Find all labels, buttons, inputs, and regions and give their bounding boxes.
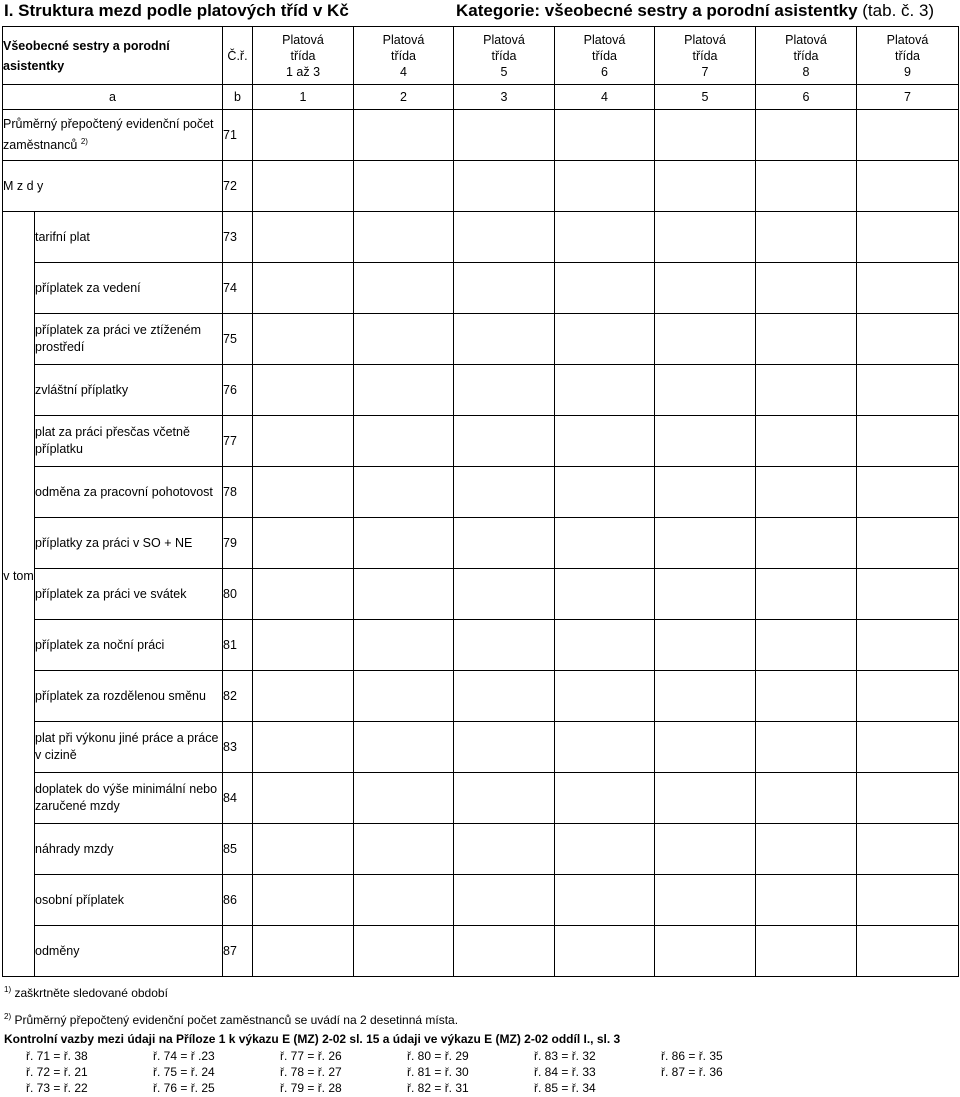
title-bar [0,0,960,24]
category-label: Kategorie: všeobecné sestry a porodní asistentky [456,1,858,20]
value-cell[interactable] [454,722,555,773]
value-cell[interactable] [454,671,555,722]
value-cell[interactable] [857,416,959,467]
table-reference: (tab. č. 3) [857,1,935,20]
row-number: 79 [223,518,253,569]
value-cell[interactable] [354,671,454,722]
value-cell[interactable] [354,416,454,467]
value-cell[interactable] [555,263,655,314]
control-relation: ř. 78 = ř. 27 [280,1065,342,1079]
value-cell[interactable] [655,314,756,365]
value-cell[interactable] [253,314,354,365]
row-number: 73 [223,212,253,263]
table-row [3,365,959,416]
header-row [3,27,959,85]
index-cell: 1 [253,85,354,110]
control-relation: ř. 76 = ř. 25 [153,1081,215,1095]
value-cell[interactable] [655,110,756,161]
value-cell[interactable] [857,824,959,875]
row-number: 76 [223,365,253,416]
value-cell[interactable] [756,314,857,365]
vtom-spacer [3,671,35,722]
value-cell[interactable] [454,365,555,416]
row-number: 75 [223,314,253,365]
value-cell[interactable] [857,671,959,722]
control-relation: ř. 71 = ř. 38 [26,1049,88,1063]
class-header-6: Platová třída 8 [756,27,857,85]
value-cell[interactable] [454,518,555,569]
value-cell[interactable] [555,110,655,161]
row-label: plat při výkonu jiné práce a práce v cizině [35,722,223,773]
value-cell[interactable] [555,773,655,824]
value-cell[interactable] [253,875,354,926]
value-cell[interactable] [655,518,756,569]
value-cell[interactable] [857,722,959,773]
value-cell[interactable] [555,518,655,569]
index-cell: b [223,85,253,110]
value-cell[interactable] [555,365,655,416]
value-cell[interactable] [253,467,354,518]
value-cell[interactable] [655,773,756,824]
value-cell[interactable] [253,212,354,263]
row-number: 86 [223,875,253,926]
index-cell: 4 [555,85,655,110]
control-relation: ř. 87 = ř. 36 [661,1065,723,1079]
category-title [456,1,934,21]
value-cell[interactable] [756,212,857,263]
row-label: příplatek za noční práci [35,620,223,671]
section-title: I. Struktura mezd podle platových tříd v Kč [4,1,349,20]
value-cell[interactable] [756,722,857,773]
value-cell[interactable] [454,926,555,977]
control-relation: ř. 82 = ř. 31 [407,1081,469,1095]
value-cell[interactable] [454,314,555,365]
control-relation: ř. 86 = ř. 35 [661,1049,723,1063]
value-cell[interactable] [655,263,756,314]
row-number: 72 [223,161,253,212]
row-number: 78 [223,467,253,518]
vtom-spacer [3,824,35,875]
index-cell: 7 [857,85,959,110]
value-cell[interactable] [756,161,857,212]
value-cell[interactable] [354,875,454,926]
value-cell[interactable] [655,467,756,518]
value-cell[interactable] [454,161,555,212]
row-label: odměny [35,926,223,977]
value-cell[interactable] [555,875,655,926]
value-cell[interactable] [454,620,555,671]
row-number: 71 [223,110,253,161]
row-number: 81 [223,620,253,671]
value-cell[interactable] [555,416,655,467]
value-cell[interactable] [756,416,857,467]
value-cell[interactable] [253,518,354,569]
row-label: náhrady mzdy [35,824,223,875]
value-cell[interactable] [354,263,454,314]
control-relation: ř. 75 = ř. 24 [153,1065,215,1079]
vtom-spacer [3,926,35,977]
row-number: 82 [223,671,253,722]
vtom-spacer [3,365,35,416]
vtom-spacer [3,620,35,671]
value-cell[interactable] [655,671,756,722]
row-label: zvláštní příplatky [35,365,223,416]
value-cell[interactable] [655,416,756,467]
index-cell: a [3,85,223,110]
table-row [3,569,959,620]
table-row [3,416,959,467]
value-cell[interactable] [655,926,756,977]
index-cell: 2 [354,85,454,110]
value-cell[interactable] [253,926,354,977]
row-label: doplatek do výše minimální nebo zaručené mzdy [35,773,223,824]
value-cell[interactable] [253,110,354,161]
vtom-spacer [3,518,35,569]
class-header-4: Platová třída 6 [555,27,655,85]
value-cell[interactable] [756,110,857,161]
row-label: příplatek za vedení [35,263,223,314]
value-cell[interactable] [253,416,354,467]
value-cell[interactable] [253,161,354,212]
value-cell[interactable] [655,824,756,875]
table-row [3,263,959,314]
row-number: 77 [223,416,253,467]
value-cell[interactable] [454,875,555,926]
row-label: Průměrný přepočtený evidenční počet zaměstnanců $^{2)}$ [3,110,223,161]
value-cell[interactable] [354,314,454,365]
row-number: 83 [223,722,253,773]
table-row [3,926,959,977]
vtom-spacer [3,773,35,824]
value-cell[interactable] [555,212,655,263]
value-cell[interactable] [655,722,756,773]
value-cell[interactable] [354,161,454,212]
value-cell[interactable] [655,569,756,620]
control-relation: ř. 73 = ř. 22 [26,1081,88,1095]
table-row [3,671,959,722]
value-cell[interactable] [253,263,354,314]
value-cell[interactable] [857,620,959,671]
vtom-label: v tom [3,569,35,620]
class-header-2: Platová třída 4 [354,27,454,85]
value-cell[interactable] [454,467,555,518]
vtom-spacer [3,722,35,773]
row-label: příplatek za rozdělenou směnu [35,671,223,722]
value-cell[interactable] [555,926,655,977]
value-cell[interactable] [655,875,756,926]
value-cell[interactable] [253,671,354,722]
value-cell[interactable] [454,416,555,467]
value-cell[interactable] [454,212,555,263]
value-cell[interactable] [756,671,857,722]
table-row [3,824,959,875]
value-cell[interactable] [555,620,655,671]
vtom-spacer [3,875,35,926]
value-cell[interactable] [555,824,655,875]
value-cell[interactable] [253,365,354,416]
value-cell[interactable] [857,518,959,569]
value-cell[interactable] [454,824,555,875]
control-relation: ř. 85 = ř. 34 [534,1081,596,1095]
value-cell[interactable] [655,212,756,263]
value-cell[interactable] [354,773,454,824]
value-cell[interactable] [253,620,354,671]
row-number: 80 [223,569,253,620]
footnote-2: $^{2)}$ Průměrný přepočtený evidenční počet zaměstnanců se uvádí na 2 desetinná místa. [4,1012,459,1027]
table-row [3,875,959,926]
value-cell[interactable] [354,110,454,161]
value-cell[interactable] [354,620,454,671]
value-cell[interactable] [655,365,756,416]
value-cell[interactable] [253,824,354,875]
value-cell[interactable] [555,722,655,773]
value-cell[interactable] [756,926,857,977]
table-row [3,620,959,671]
row-number: 85 [223,824,253,875]
index-row [3,85,959,110]
value-cell[interactable] [354,212,454,263]
value-cell[interactable] [756,569,857,620]
value-cell[interactable] [555,671,655,722]
control-relation: ř. 77 = ř. 26 [280,1049,342,1063]
table-row [3,110,959,161]
value-cell[interactable] [354,824,454,875]
row-number: 84 [223,773,253,824]
value-cell[interactable] [756,263,857,314]
row-label: příplatek za práci ve ztíženém prostředí [35,314,223,365]
row-number: 74 [223,263,253,314]
value-cell[interactable] [756,467,857,518]
index-cell: 5 [655,85,756,110]
value-cell[interactable] [756,824,857,875]
table-row [3,467,959,518]
class-header-1: Platová třída 1 až 3 [253,27,354,85]
value-cell[interactable] [857,365,959,416]
value-cell[interactable] [354,467,454,518]
table-row [3,722,959,773]
value-cell[interactable] [253,569,354,620]
value-cell[interactable] [857,926,959,977]
value-cell[interactable] [354,569,454,620]
class-header-5: Platová třída 7 [655,27,756,85]
control-relation: ř. 80 = ř. 29 [407,1049,469,1063]
control-relation: ř. 81 = ř. 30 [407,1065,469,1079]
value-cell[interactable] [555,314,655,365]
value-cell[interactable] [857,263,959,314]
value-cell[interactable] [555,467,655,518]
row-label: plat za práci přesčas včetně příplatku [35,416,223,467]
class-header-3: Platová třída 5 [454,27,555,85]
wage-structure-table [2,26,959,977]
value-cell[interactable] [756,620,857,671]
value-cell[interactable] [857,467,959,518]
footnote-1: $^{1)}$ zaškrtněte sledované období [4,985,168,1000]
row-label: příplatky za práci v SO + NE [35,518,223,569]
value-cell[interactable] [857,314,959,365]
vtom-spacer [3,467,35,518]
vtom-spacer [3,263,35,314]
value-cell[interactable] [253,773,354,824]
index-cell: 3 [454,85,555,110]
value-cell[interactable] [655,620,756,671]
value-cell[interactable] [253,722,354,773]
control-relation: ř. 72 = ř. 21 [26,1065,88,1079]
table-row [3,518,959,569]
value-cell[interactable] [555,569,655,620]
value-cell[interactable] [354,722,454,773]
value-cell[interactable] [857,110,959,161]
vtom-spacer [3,416,35,467]
value-cell[interactable] [857,773,959,824]
value-cell[interactable] [354,518,454,569]
category-header: Všeobecné sestry a porodní asistentky [3,27,223,85]
table-row [3,773,959,824]
value-cell[interactable] [857,875,959,926]
control-relation: ř. 84 = ř. 33 [534,1065,596,1079]
value-cell[interactable] [454,569,555,620]
value-cell[interactable] [454,773,555,824]
control-relation: ř. 79 = ř. 28 [280,1081,342,1095]
control-relation: ř. 74 = ř .23 [153,1049,215,1063]
value-cell[interactable] [756,365,857,416]
row-label: osobní příplatek [35,875,223,926]
table-row [3,314,959,365]
value-cell[interactable] [454,110,555,161]
row-label: M z d y [3,161,223,212]
class-header-7: Platová třída 9 [857,27,959,85]
row-number: 87 [223,926,253,977]
value-cell[interactable] [756,518,857,569]
row-label: tarifní plat [35,212,223,263]
value-cell[interactable] [354,365,454,416]
value-cell[interactable] [354,926,454,977]
value-cell[interactable] [756,773,857,824]
vtom-spacer [3,212,35,263]
value-cell[interactable] [756,875,857,926]
value-cell[interactable] [857,569,959,620]
index-cell: 6 [756,85,857,110]
row-number-header: Č.ř. [223,27,253,85]
value-cell[interactable] [454,263,555,314]
vtom-spacer [3,314,35,365]
value-cell[interactable] [857,161,959,212]
value-cell[interactable] [555,161,655,212]
value-cell[interactable] [655,161,756,212]
control-relation: ř. 83 = ř. 32 [534,1049,596,1063]
control-title: Kontrolní vazby mezi údaji na Příloze 1 k výkazu E (MZ) 2-02 sl. 15 a údaji ve výkazu E (MZ) 2-02 oddíl I., sl. 3 [4,1032,621,1046]
table-row [3,212,959,263]
row-label: příplatek za práci ve svátek [35,569,223,620]
row-label: odměna za pracovní pohotovost [35,467,223,518]
value-cell[interactable] [857,212,959,263]
table-row [3,161,959,212]
